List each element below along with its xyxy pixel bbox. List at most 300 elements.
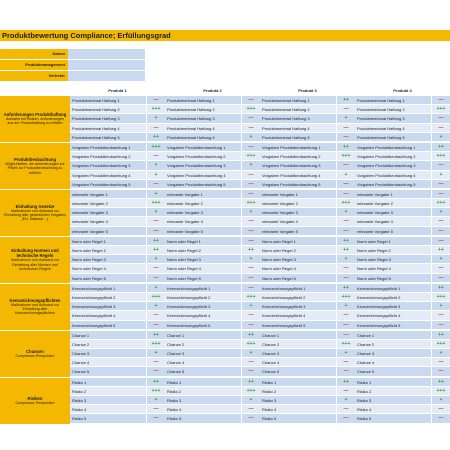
product-cell[interactable] [355, 217, 450, 226]
table-row [70, 246, 450, 255]
product-cell[interactable] [165, 114, 260, 123]
product-cell[interactable] [260, 274, 355, 283]
rating-mark[interactable]: ++ [431, 246, 450, 254]
product-cell[interactable] [260, 378, 355, 387]
rating-mark[interactable]: — [336, 331, 355, 339]
rating-mark[interactable]: — [336, 405, 355, 413]
rating-mark[interactable]: — [241, 367, 260, 375]
product-cell[interactable] [70, 387, 165, 396]
product-cell[interactable] [165, 227, 260, 236]
rating-mark[interactable]: + [241, 396, 260, 404]
rating-mark[interactable]: — [146, 311, 165, 319]
criterion-label: Kennzeichnungspflicht 4 [260, 311, 336, 319]
rating-mark[interactable]: + [336, 208, 355, 216]
product-cell[interactable] [355, 367, 450, 376]
rating-mark[interactable]: — [336, 414, 355, 422]
rating-mark[interactable]: ++ [336, 378, 355, 386]
product-cell[interactable] [260, 171, 355, 180]
rating-mark[interactable]: — [431, 96, 450, 104]
product-cell[interactable] [260, 340, 355, 349]
product-cell[interactable] [165, 124, 260, 133]
product-cell[interactable] [260, 114, 355, 123]
product-cell[interactable] [260, 255, 355, 264]
rating-mark[interactable]: +++ [431, 387, 450, 395]
rating-mark[interactable]: — [146, 367, 165, 375]
rating-mark[interactable]: +++ [241, 199, 260, 207]
product-cell[interactable] [70, 96, 165, 105]
product-cell[interactable] [260, 246, 355, 255]
rating-mark[interactable]: — [336, 190, 355, 198]
rating-mark[interactable]: — [336, 180, 355, 188]
rating-mark[interactable]: — [146, 180, 165, 188]
rating-mark[interactable]: — [431, 237, 450, 245]
rating-mark[interactable]: +++ [431, 199, 450, 207]
rating-mark[interactable]: — [431, 367, 450, 375]
rating-mark[interactable]: + [241, 133, 260, 141]
product-cell[interactable] [355, 152, 450, 161]
product-cell[interactable] [355, 143, 450, 152]
product-cell[interactable] [260, 208, 355, 217]
product-cell[interactable] [70, 217, 165, 226]
rating-mark[interactable]: — [241, 321, 260, 329]
product-cell[interactable] [355, 293, 450, 302]
product-cell[interactable] [70, 264, 165, 273]
product-cell[interactable] [355, 105, 450, 114]
product-cell[interactable] [355, 227, 450, 236]
product-cell[interactable] [70, 358, 165, 367]
rating-mark[interactable]: +++ [146, 143, 165, 151]
product-cell[interactable] [165, 180, 260, 189]
rating-mark[interactable]: — [241, 190, 260, 198]
rating-mark[interactable]: — [431, 274, 450, 282]
product-cell[interactable] [165, 331, 260, 340]
rating-mark[interactable]: — [241, 274, 260, 282]
rating-mark[interactable]: + [431, 255, 450, 263]
criterion-label: Kennzeichnungspflicht 1 [165, 284, 241, 292]
rating-mark[interactable]: — [431, 414, 450, 422]
product-cell[interactable] [260, 152, 355, 161]
section [0, 378, 450, 424]
rating-mark[interactable]: — [241, 237, 260, 245]
rating-mark[interactable]: + [336, 255, 355, 263]
rating-mark[interactable]: — [146, 152, 165, 160]
product-cell[interactable] [165, 349, 260, 358]
product-cell[interactable] [260, 405, 355, 414]
rating-mark[interactable]: — [241, 124, 260, 132]
rating-mark[interactable]: — [431, 311, 450, 319]
rating-mark[interactable]: +++ [146, 387, 165, 395]
product-cell[interactable] [260, 161, 355, 170]
rating-mark[interactable]: — [431, 190, 450, 198]
product-cell[interactable] [165, 246, 260, 255]
product-cell[interactable] [165, 152, 260, 161]
product-cell[interactable] [70, 237, 165, 246]
product-cell[interactable] [260, 180, 355, 189]
rating-mark[interactable]: + [336, 171, 355, 179]
product-cell[interactable] [70, 180, 165, 189]
rating-mark[interactable]: — [146, 227, 165, 235]
rating-mark[interactable]: + [431, 171, 450, 179]
product-cell[interactable] [70, 378, 165, 387]
rating-mark[interactable]: — [241, 284, 260, 292]
product-cell[interactable] [165, 293, 260, 302]
product-cell[interactable] [260, 96, 355, 105]
rating-mark[interactable]: — [431, 321, 450, 329]
criterion-label: Kennzeichnungspflicht 5 [70, 321, 146, 329]
product-cell[interactable] [70, 199, 165, 208]
product-cell[interactable] [70, 331, 165, 340]
rating-mark[interactable]: — [241, 414, 260, 422]
product-cell[interactable] [165, 96, 260, 105]
product-cell[interactable] [70, 405, 165, 414]
rating-mark[interactable]: ++ [241, 246, 260, 254]
product-cell[interactable] [260, 237, 355, 246]
product-cell[interactable] [165, 358, 260, 367]
section-label [0, 284, 70, 330]
rating-mark[interactable]: + [241, 349, 260, 357]
rating-mark[interactable]: + [146, 255, 165, 263]
product-cell[interactable] [165, 105, 260, 114]
product-cell[interactable] [165, 190, 260, 199]
product-cell[interactable] [260, 227, 355, 236]
product-cell[interactable] [355, 171, 450, 180]
rating-mark[interactable]: +++ [336, 152, 355, 160]
rating-mark[interactable]: — [336, 264, 355, 272]
product-cell[interactable] [70, 227, 165, 236]
product-cell[interactable] [355, 190, 450, 199]
product-cell[interactable] [260, 199, 355, 208]
rating-mark[interactable]: +++ [431, 293, 450, 301]
criterion-label: relevante Vorgabe 3 [355, 208, 431, 216]
product-cell[interactable] [260, 331, 355, 340]
product-cell[interactable] [70, 152, 165, 161]
rating-mark[interactable]: + [241, 208, 260, 216]
rating-mark[interactable]: +++ [146, 105, 165, 113]
product-cell[interactable] [355, 284, 450, 293]
product-cell[interactable] [70, 105, 165, 114]
product-cell[interactable] [165, 321, 260, 330]
product-cell[interactable] [70, 311, 165, 320]
meta-value-cell[interactable] [68, 49, 145, 59]
product-cell[interactable] [355, 161, 450, 170]
rating-mark[interactable]: — [241, 358, 260, 366]
rating-mark[interactable]: — [431, 161, 450, 169]
product-cell[interactable] [355, 124, 450, 133]
rating-mark[interactable]: ++ [146, 237, 165, 245]
rating-mark[interactable]: — [146, 358, 165, 366]
rating-mark[interactable]: ++ [431, 284, 450, 292]
rating-mark[interactable]: + [146, 396, 165, 404]
product-cell[interactable] [260, 217, 355, 226]
product-cell[interactable] [165, 387, 260, 396]
product-cell[interactable] [260, 367, 355, 376]
rating-mark[interactable]: +++ [146, 293, 165, 301]
product-cell[interactable] [165, 133, 260, 142]
page-title: Produktbewertung Compliance; Erfüllungsgrad [0, 30, 450, 41]
rating-mark[interactable]: + [336, 349, 355, 357]
rating-mark[interactable]: + [431, 302, 450, 310]
product-cell[interactable] [165, 378, 260, 387]
rating-mark[interactable]: +++ [431, 340, 450, 348]
product-cell[interactable] [260, 284, 355, 293]
product-cell[interactable] [165, 217, 260, 226]
product-cell[interactable] [70, 246, 165, 255]
rating-mark[interactable]: ++ [336, 284, 355, 292]
product-cell[interactable] [355, 396, 450, 405]
rating-mark[interactable]: ++ [241, 378, 260, 386]
rating-mark[interactable]: +++ [431, 152, 450, 160]
rating-mark[interactable]: — [241, 96, 260, 104]
criterion-label: Vorgaben Produktbeobachtung 2 [355, 152, 431, 160]
rating-mark[interactable]: — [431, 405, 450, 413]
rating-mark[interactable]: +++ [336, 293, 355, 301]
rating-mark[interactable]: ++ [431, 143, 450, 151]
product-cell[interactable] [260, 349, 355, 358]
product-cell[interactable] [70, 293, 165, 302]
rating-mark[interactable]: + [146, 302, 165, 310]
rating-mark[interactable]: — [336, 161, 355, 169]
rating-mark[interactable]: +++ [336, 340, 355, 348]
product-cell[interactable] [70, 321, 165, 330]
product-cell[interactable] [165, 237, 260, 246]
rating-mark[interactable]: — [146, 414, 165, 422]
rating-mark[interactable]: +++ [146, 199, 165, 207]
product-cell[interactable] [70, 161, 165, 170]
rating-mark[interactable]: +++ [241, 105, 260, 113]
product-cell[interactable] [260, 190, 355, 199]
rating-mark[interactable]: + [431, 396, 450, 404]
criterion-label: Produktmerkmal Haftung 1 [260, 96, 336, 104]
product-cell[interactable] [70, 396, 165, 405]
rating-mark[interactable]: + [336, 114, 355, 122]
rating-mark[interactable]: — [146, 124, 165, 132]
product-cell[interactable] [165, 255, 260, 264]
product-cell[interactable] [70, 114, 165, 123]
product-cell[interactable] [355, 246, 450, 255]
product-cell[interactable] [70, 414, 165, 423]
rating-mark[interactable]: +++ [431, 105, 450, 113]
rating-mark[interactable]: — [336, 133, 355, 141]
rating-mark[interactable]: + [336, 302, 355, 310]
rating-mark[interactable]: — [336, 367, 355, 375]
product-cell[interactable] [165, 161, 260, 170]
product-cell[interactable] [260, 264, 355, 273]
product-cell[interactable] [70, 340, 165, 349]
product-cell[interactable] [70, 124, 165, 133]
meta-value-cell[interactable] [68, 60, 145, 70]
product-cell[interactable] [70, 133, 165, 142]
product-cell[interactable] [70, 284, 165, 293]
rating-mark[interactable]: — [241, 311, 260, 319]
product-cell[interactable] [165, 199, 260, 208]
rating-mark[interactable]: + [146, 171, 165, 179]
product-cell[interactable] [355, 321, 450, 330]
product-cell[interactable] [260, 302, 355, 311]
product-cell[interactable] [260, 133, 355, 142]
rating-mark[interactable]: +++ [241, 387, 260, 395]
rating-mark[interactable]: + [241, 302, 260, 310]
product-cell[interactable] [355, 180, 450, 189]
rating-mark[interactable]: — [241, 180, 260, 188]
product-cell[interactable] [355, 405, 450, 414]
rating-mark[interactable]: — [241, 264, 260, 272]
rating-mark[interactable]: ++ [146, 246, 165, 254]
product-cell[interactable] [70, 349, 165, 358]
product-cell[interactable] [165, 264, 260, 273]
product-cell[interactable] [70, 171, 165, 180]
rating-mark[interactable]: + [431, 208, 450, 216]
rating-mark[interactable]: + [146, 190, 165, 198]
rating-mark[interactable]: + [146, 349, 165, 357]
product-cell[interactable] [70, 274, 165, 283]
rating-mark[interactable]: — [431, 180, 450, 188]
rating-mark[interactable]: — [336, 358, 355, 366]
rating-mark[interactable]: ++ [431, 378, 450, 386]
product-cell[interactable] [165, 143, 260, 152]
product-cell[interactable] [260, 358, 355, 367]
rating-mark[interactable]: — [336, 387, 355, 395]
product-cell[interactable] [260, 321, 355, 330]
product-cell[interactable] [70, 190, 165, 199]
product-cell[interactable] [165, 208, 260, 217]
product-cell[interactable] [355, 264, 450, 273]
product-cell[interactable] [165, 414, 260, 423]
product-cell[interactable] [355, 349, 450, 358]
rating-mark[interactable]: + [241, 255, 260, 263]
product-cell[interactable] [355, 114, 450, 123]
rating-mark[interactable]: — [241, 405, 260, 413]
rating-mark[interactable]: + [241, 161, 260, 169]
meta-value-cell[interactable] [68, 71, 145, 81]
product-cell[interactable] [260, 414, 355, 423]
criterion-label: Kennzeichnungspflicht 2 [260, 293, 336, 301]
product-cell[interactable] [165, 171, 260, 180]
rating-mark[interactable]: — [431, 217, 450, 225]
rating-mark[interactable]: — [336, 274, 355, 282]
product-cell[interactable] [355, 302, 450, 311]
product-cell[interactable] [165, 405, 260, 414]
product-cell[interactable] [355, 274, 450, 283]
product-cell[interactable] [355, 133, 450, 142]
rating-mark[interactable]: ++ [146, 331, 165, 339]
rating-mark[interactable]: + [146, 208, 165, 216]
criterion-label: Produktmerkmal Haftung 2 [260, 105, 336, 113]
rating-mark[interactable]: +++ [241, 293, 260, 301]
rating-mark[interactable]: — [336, 321, 355, 329]
product-cell[interactable] [355, 340, 450, 349]
product-cell[interactable] [355, 255, 450, 264]
rating-mark[interactable]: — [241, 171, 260, 179]
rating-mark[interactable]: — [431, 114, 450, 122]
rating-mark[interactable]: + [336, 396, 355, 404]
rating-mark[interactable]: ++ [241, 331, 260, 339]
rating-mark[interactable]: — [146, 274, 165, 282]
product-cell[interactable] [355, 387, 450, 396]
rating-mark[interactable]: +++ [241, 340, 260, 348]
product-cell[interactable] [260, 143, 355, 152]
product-cell[interactable] [70, 208, 165, 217]
product-cell[interactable] [165, 367, 260, 376]
product-cell[interactable] [70, 143, 165, 152]
rating-mark[interactable]: — [336, 105, 355, 113]
product-cell[interactable] [355, 331, 450, 340]
product-cell[interactable] [260, 396, 355, 405]
criterion-label: relevante Vorgabe 4 [260, 217, 336, 225]
rating-mark[interactable]: ++ [336, 96, 355, 104]
table-row [70, 161, 450, 170]
product-cell[interactable] [355, 378, 450, 387]
product-cell[interactable] [70, 367, 165, 376]
rating-mark[interactable]: — [241, 143, 260, 151]
rating-mark[interactable]: — [146, 217, 165, 225]
rating-mark[interactable]: +++ [146, 340, 165, 348]
product-cell[interactable] [70, 302, 165, 311]
rating-mark[interactable]: — [336, 311, 355, 319]
rating-mark[interactable]: +++ [336, 199, 355, 207]
product-cell[interactable] [260, 311, 355, 320]
rating-mark[interactable]: — [146, 405, 165, 413]
rating-mark[interactable]: + [431, 133, 450, 141]
rating-mark[interactable]: — [146, 321, 165, 329]
product-cell[interactable] [355, 358, 450, 367]
rating-mark[interactable]: ++ [146, 378, 165, 386]
product-cell[interactable] [355, 414, 450, 423]
rating-mark[interactable]: + [146, 161, 165, 169]
product-cell[interactable] [355, 199, 450, 208]
product-cell[interactable] [260, 387, 355, 396]
rating-mark[interactable]: — [431, 227, 450, 235]
product-cell[interactable] [260, 293, 355, 302]
product-cell[interactable] [355, 237, 450, 246]
rating-mark[interactable]: — [146, 96, 165, 104]
product-cell[interactable] [165, 302, 260, 311]
rating-mark[interactable]: +++ [241, 152, 260, 160]
rating-mark[interactable]: ++ [336, 143, 355, 151]
criterion-label: Norm oder Regel 3 [260, 255, 336, 263]
rating-mark[interactable]: ++ [336, 237, 355, 245]
rating-mark[interactable]: — [146, 264, 165, 272]
product-cell[interactable] [260, 105, 355, 114]
rating-mark[interactable]: — [336, 227, 355, 235]
rating-mark[interactable]: + [146, 284, 165, 292]
product-cell[interactable] [165, 340, 260, 349]
rating-mark[interactable]: + [431, 349, 450, 357]
table-row [70, 405, 450, 414]
rating-mark[interactable]: — [431, 264, 450, 272]
product-cell[interactable] [165, 311, 260, 320]
rating-mark[interactable]: + [146, 114, 165, 122]
product-cell[interactable] [355, 208, 450, 217]
rating-mark[interactable]: — [431, 124, 450, 132]
rating-mark[interactable]: — [431, 358, 450, 366]
rating-mark[interactable]: — [241, 227, 260, 235]
rating-mark[interactable]: ++ [431, 331, 450, 339]
product-cell[interactable] [165, 396, 260, 405]
rating-mark[interactable]: — [336, 217, 355, 225]
rating-mark[interactable]: ++ [146, 133, 165, 141]
rating-mark[interactable]: ++ [336, 246, 355, 254]
criterion-label: relevante Vorgabe 2 [165, 199, 241, 207]
rating-mark[interactable]: — [336, 124, 355, 132]
product-cell[interactable] [165, 274, 260, 283]
product-cell[interactable] [70, 255, 165, 264]
product-cell[interactable] [355, 96, 450, 105]
rating-mark[interactable]: — [241, 114, 260, 122]
product-cell[interactable] [165, 284, 260, 293]
rating-mark[interactable]: — [241, 217, 260, 225]
product-cell[interactable] [355, 311, 450, 320]
product-cell[interactable] [260, 124, 355, 133]
